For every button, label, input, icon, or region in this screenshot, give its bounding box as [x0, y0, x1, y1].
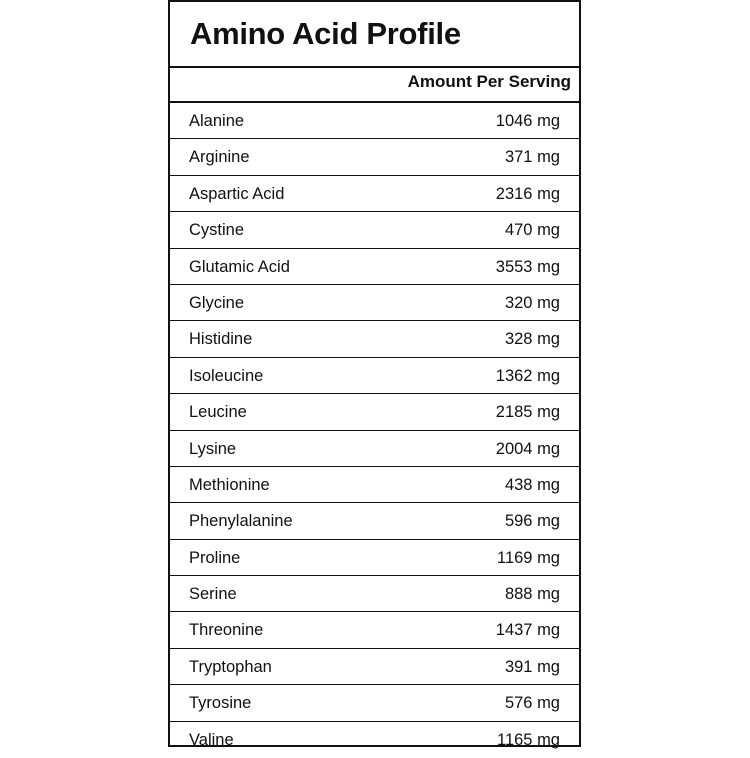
table-row: [170, 431, 579, 467]
column-header-amount: Amount Per Serving: [407, 72, 571, 91]
amino-acid-panel: [168, 0, 581, 747]
amino-acid-amount: 438 mg: [504, 475, 560, 494]
amino-acid-name: Glycine: [189, 293, 245, 312]
table-row: [170, 503, 579, 539]
table-row: [170, 612, 579, 648]
amino-acid-amount: 1437 mg: [495, 621, 560, 640]
table-row: [170, 249, 579, 285]
table-row: [170, 685, 579, 721]
amino-acid-amount: 1169 mg: [497, 548, 560, 567]
amino-acid-amount: 328 mg: [504, 330, 560, 349]
amino-acid-table: [170, 103, 579, 758]
amino-acid-amount: 371 mg: [504, 148, 560, 167]
amino-acid-name: Valine: [189, 730, 234, 749]
amino-acid-name: Alanine: [189, 112, 245, 130]
amino-acid-name: Threonine: [189, 621, 264, 640]
amino-acid-name: Aspartic Acid: [189, 184, 285, 203]
amino-acid-amount: 2316 mg: [495, 184, 560, 203]
amino-acid-amount: 2185 mg: [495, 403, 560, 422]
panel-title: Amino Acid Profile: [190, 16, 461, 51]
amino-acid-amount: 576 mg: [504, 694, 560, 713]
table-row: [170, 467, 579, 503]
table-row: [170, 649, 579, 685]
table-row: [170, 394, 579, 430]
amino-acid-amount: 1165 mg: [497, 730, 560, 749]
amino-acid-amount: 888 mg: [504, 585, 560, 604]
amino-acid-amount: 3553 mg: [495, 257, 560, 276]
amino-acid-name: Lysine: [189, 439, 237, 458]
table-row: [170, 139, 579, 175]
table-row: [170, 358, 579, 394]
amino-acid-name: Histidine: [189, 330, 253, 349]
amino-acid-name: Methionine: [189, 475, 270, 494]
table-row: [170, 176, 579, 212]
amino-acid-amount: 2004 mg: [495, 439, 560, 458]
amino-acid-name: Phenylalanine: [189, 512, 293, 531]
table-row: [170, 321, 579, 357]
table-row: [170, 576, 579, 612]
amino-acid-amount: 320 mg: [504, 293, 560, 312]
amino-acid-amount: 596 mg: [504, 512, 560, 531]
title-divider: [170, 66, 579, 68]
amino-acid-amount: 391 mg: [504, 657, 560, 676]
amino-acid-name: Proline: [189, 548, 241, 567]
amino-acid-name: Cystine: [189, 221, 245, 240]
table-row: [170, 285, 579, 321]
amino-acid-amount: 470 mg: [504, 221, 560, 240]
amino-acid-name: Tyrosine: [189, 694, 252, 713]
table-row: [170, 103, 579, 139]
amino-acid-name: Leucine: [189, 403, 247, 422]
amino-acid-amount: 1362 mg: [495, 366, 560, 385]
table-row: [170, 722, 579, 758]
table-row: [170, 212, 579, 248]
amino-acid-name: Tryptophan: [189, 657, 272, 676]
amino-acid-amount: 1046 mg: [495, 112, 560, 130]
amino-acid-name: Serine: [189, 585, 237, 604]
amino-acid-name: Isoleucine: [189, 366, 264, 385]
amino-acid-name: Glutamic Acid: [189, 257, 290, 276]
table-row: [170, 540, 579, 576]
amino-acid-name: Arginine: [189, 148, 250, 167]
